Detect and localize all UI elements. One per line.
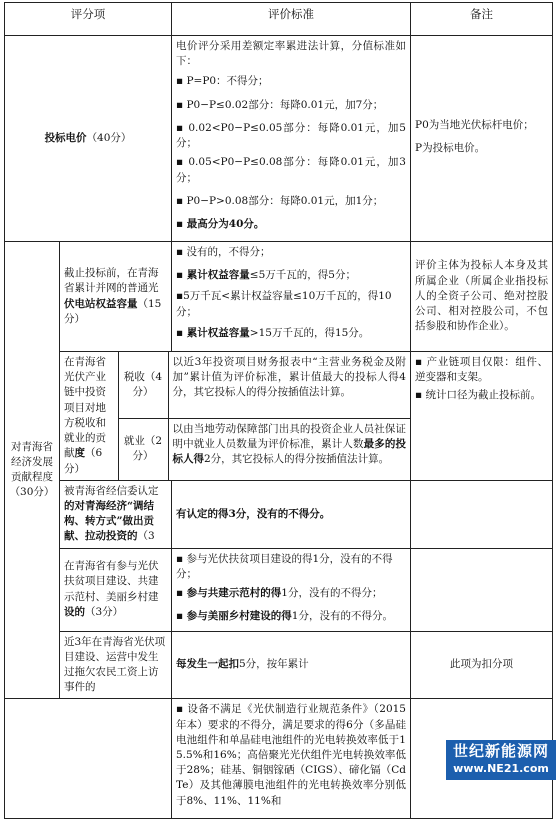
criteria-line: 电价评分采用差额定率累进法计算，分值标准如下：	[176, 40, 406, 68]
restructure-label-points: （3	[137, 530, 155, 543]
poverty-note	[411, 548, 553, 631]
note-line: ▪ 统计口径为截止投标前。	[415, 389, 541, 402]
criteria-text: ≤5万千瓦的，得5分；	[249, 269, 356, 282]
bid-price-row	[5, 36, 553, 242]
criteria-bold: ▪ 累计权益容量	[176, 326, 250, 339]
tax-jobs-label-points: （6分）	[64, 447, 103, 475]
bid-price-criteria	[172, 36, 411, 242]
jobs-criteria-bold: 最多的投标人得	[172, 437, 407, 465]
note-line: ▪ 产业链项目仅限：组件、逆变器和支架。	[415, 356, 548, 384]
header-scoring-item: 评分项	[5, 3, 172, 36]
tax-jobs-label-bold: 度	[74, 447, 85, 460]
criteria-text: >15万千瓦的，得15分。	[249, 326, 370, 339]
capacity-row	[5, 242, 553, 352]
capacity-note: 评价主体为投标人本身及其所属企业（所属企业指投标人的全资子公司、绝对控股公司、相对控股公司，不包括参股和协作企业）。	[411, 242, 553, 352]
criteria-line: ▪ P0−P>0.08部分：每降0.01元，加1分；	[176, 194, 384, 207]
poverty-label-points: （3分）	[85, 605, 124, 618]
criteria-line: ▪ 0.02<P0−P≤0.05部分：每降0.01元，加5分；	[176, 121, 406, 150]
arrears-item: 近3年在青海省光伏项目建设、运营中发生过拖欠农民工资上访事件的	[60, 631, 172, 699]
contribution-group-label: 对青海省经济发展贡献程度（30分）	[5, 242, 60, 699]
site-watermark-logo	[446, 740, 556, 780]
restructure-label-bold: 的对青海经济“调结构、转方式”做出贡献、拉动投资的	[64, 499, 155, 543]
criteria-line: ▪ 参与光伏扶贫项目建设的得1分，没有的不得分；	[176, 552, 393, 580]
poverty-row	[5, 548, 553, 631]
note-line: P0为当地光伏标杆电价；	[415, 118, 534, 131]
tax-criteria: 以近3年投资项目财务报表中“主营业务税金及附加”累计值为评价标准，累计值最大的投标人得4分，其它投标人的得分按插值法计算。	[168, 352, 410, 418]
restructure-criteria	[172, 480, 411, 548]
restructure-row	[5, 480, 553, 548]
arrears-note: 此项为扣分项	[411, 631, 553, 699]
criteria-bold: ▪ 参与美丽乡村建设的得	[176, 610, 292, 623]
criteria-bold: 每发生一起扣	[176, 658, 239, 671]
poverty-criteria	[172, 548, 411, 631]
tax-jobs-item	[60, 352, 118, 480]
criteria-line	[176, 609, 406, 624]
criteria-line: ▪ P0−P≤0.02部分：每降0.01元，加7分；	[176, 98, 384, 111]
bid-price-item	[5, 36, 172, 242]
score-table-page	[4, 2, 552, 807]
capacity-criteria	[172, 242, 411, 352]
criteria-line: ▪ 0.05<P0−P≤0.08部分：每降0.01元，加3分；	[176, 156, 406, 184]
restructure-label-text: 被青海省经信委认定	[64, 484, 159, 497]
bid-price-item-label: 投标电价	[44, 131, 87, 144]
criteria-text: 1分，没有的不得分。	[291, 610, 393, 623]
criteria-bold: 有认定的得	[176, 507, 229, 520]
criteria-line	[176, 586, 406, 601]
poverty-label-bold: 设的	[64, 605, 85, 618]
arrears-row	[5, 631, 553, 699]
jobs-criteria-text: 以由当地劳动保障部门出具的投资企业人员社保证明中就业人员数量为评价标准，累计人数	[172, 422, 406, 450]
poverty-item	[60, 548, 172, 631]
header-criteria: 评价标准	[172, 3, 411, 36]
criteria-line	[176, 268, 406, 283]
header-notes: 备注	[411, 3, 553, 36]
capacity-label-points: （15分）	[64, 297, 162, 325]
criteria-bold: ▪ 参与共建示范村的得	[176, 587, 282, 600]
jobs-criteria	[168, 418, 410, 480]
criteria-line: ▪ 没有的，不得分；	[176, 246, 271, 258]
jobs-criteria-tail: 2分，其它投标人的得分按插值法计算。	[204, 452, 390, 465]
criteria-line: ▪ 最高分为40分。	[176, 217, 265, 230]
poverty-label-text: 在青海省有参与光伏扶贫项目建设、共建示范村、美丽乡村建	[64, 560, 159, 603]
equipment-criteria: ▪ 设备不满足《光伏制造行业规范条件》（2015年本）要求的不得分，满足要求的得6分（多晶硅电池组件和单晶硅电池组件的光电转换效率低于15.5%和16%；高倍聚光光伏组件光电转换效率低于28%；硅基、铜铟镓硒（CIGS）、碲化镉（CdTe）及其他薄膜电池组件的光电转换效率分别低于8%、11%、11%和	[172, 699, 411, 819]
tax-jobs-block	[60, 352, 411, 481]
restructure-note	[411, 480, 553, 548]
header-row	[5, 3, 553, 36]
criteria-text: 5分，按年累计	[239, 658, 309, 671]
tax-jobs-row	[5, 352, 553, 481]
capacity-label-text: 截止投标前，在青海省累计并网的普通光	[64, 267, 159, 295]
tax-jobs-notes	[411, 352, 553, 481]
watermark-title: 世纪新能源网	[452, 742, 549, 760]
tax-jobs-label-text: 在青海省光伏产业链中投资项目对地方税收和就业的贡献	[64, 356, 106, 460]
note-line: P为投标电价。	[415, 142, 486, 154]
criteria-text: 3分，没有的不得分。	[228, 507, 331, 520]
equipment-item	[5, 699, 172, 819]
watermark-url: www.NE21.com	[453, 761, 549, 775]
capacity-item	[60, 242, 172, 352]
arrears-criteria	[172, 631, 411, 699]
criteria-line: ▪5万千瓦<累计权益容量≤10万千瓦的，得10分；	[176, 290, 392, 318]
capacity-label-bold: 伏电站权益容量	[64, 297, 138, 310]
tax-jobs-subtable	[60, 352, 410, 480]
tax-subrow	[60, 352, 410, 418]
bid-price-item-points: （40分）	[86, 131, 132, 144]
restructure-item	[60, 480, 172, 548]
jobs-label: 就业（2分）	[118, 418, 168, 480]
criteria-line: ▪ P=P0：不得分；	[176, 75, 269, 88]
criteria-text: 1分，没有的不得分；	[281, 587, 383, 600]
criteria-line	[176, 326, 406, 341]
criteria-bold: ▪ 累计权益容量	[176, 269, 250, 282]
bid-price-notes	[411, 36, 553, 242]
scoring-table	[4, 2, 553, 819]
tax-label: 税收（4分）	[118, 352, 168, 418]
